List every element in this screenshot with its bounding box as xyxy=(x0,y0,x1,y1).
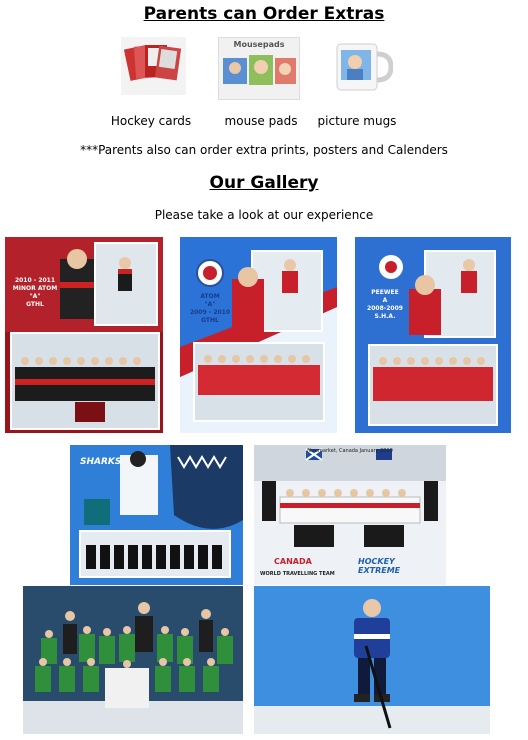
extras-title: Parents can Order Extras xyxy=(143,4,385,24)
gallery-photo-peewee[interactable] xyxy=(355,237,511,433)
hockey-extreme-logo-text: HOCKEY EXTREME xyxy=(358,557,401,575)
sharks-logo-text: SHARKS xyxy=(80,457,122,467)
gallery-photo-world-team[interactable] xyxy=(254,445,446,585)
photo-1-line: 2010 - 2011 xyxy=(14,277,56,284)
gallery-photo-sharks[interactable] xyxy=(70,445,243,585)
photo-2-line: GTHL xyxy=(201,317,219,324)
extras-note: ***Parents also can order extra prints, posters and Calenders xyxy=(80,143,448,157)
canada-logo-text: CANADA xyxy=(274,557,312,566)
photo-2-caption xyxy=(186,293,234,325)
hockey-cards-caption: Hockey cards xyxy=(110,114,192,128)
gallery-photo-atom[interactable] xyxy=(180,237,337,433)
picture-mugs-caption: picture mugs xyxy=(317,114,397,128)
gallery-subtitle: Please take a look at our experience xyxy=(154,208,374,222)
photo-1-line: MINOR ATOM xyxy=(12,285,58,292)
hockey-cards-image xyxy=(121,37,186,95)
photo-3-line: 2008-2009 xyxy=(367,305,403,312)
photo-3-caption xyxy=(363,289,407,321)
photo-3-line: S.H.A. xyxy=(374,313,396,320)
photo-3-line: PEEWEE xyxy=(371,289,399,296)
mousepad-image xyxy=(218,37,300,100)
gallery-photo-minor-atom[interactable] xyxy=(5,237,163,433)
photo-2-line: ATOM xyxy=(200,293,220,300)
photo-1-line: GTHL xyxy=(26,301,44,308)
photo-2-line: "A" xyxy=(204,301,216,308)
mug-image xyxy=(333,38,393,96)
gallery-photo-player[interactable] xyxy=(254,586,490,734)
world-team-banner: Newmarket, Canada January 2010 xyxy=(307,448,393,454)
photo-1-line: "A" xyxy=(29,293,41,300)
mousepad-image-text: Mousepads xyxy=(233,40,285,49)
photo-3-line: A xyxy=(382,297,388,304)
photo-2-line: 2009 - 2010 xyxy=(189,309,231,316)
photo-1-caption xyxy=(11,277,59,309)
gallery-photo-green-team[interactable] xyxy=(23,586,243,734)
gallery-title: Our Gallery xyxy=(209,173,319,193)
world-team-text: WORLD TRAVELLING TEAM xyxy=(260,571,335,577)
mouse-pads-caption: mouse pads xyxy=(224,114,298,128)
